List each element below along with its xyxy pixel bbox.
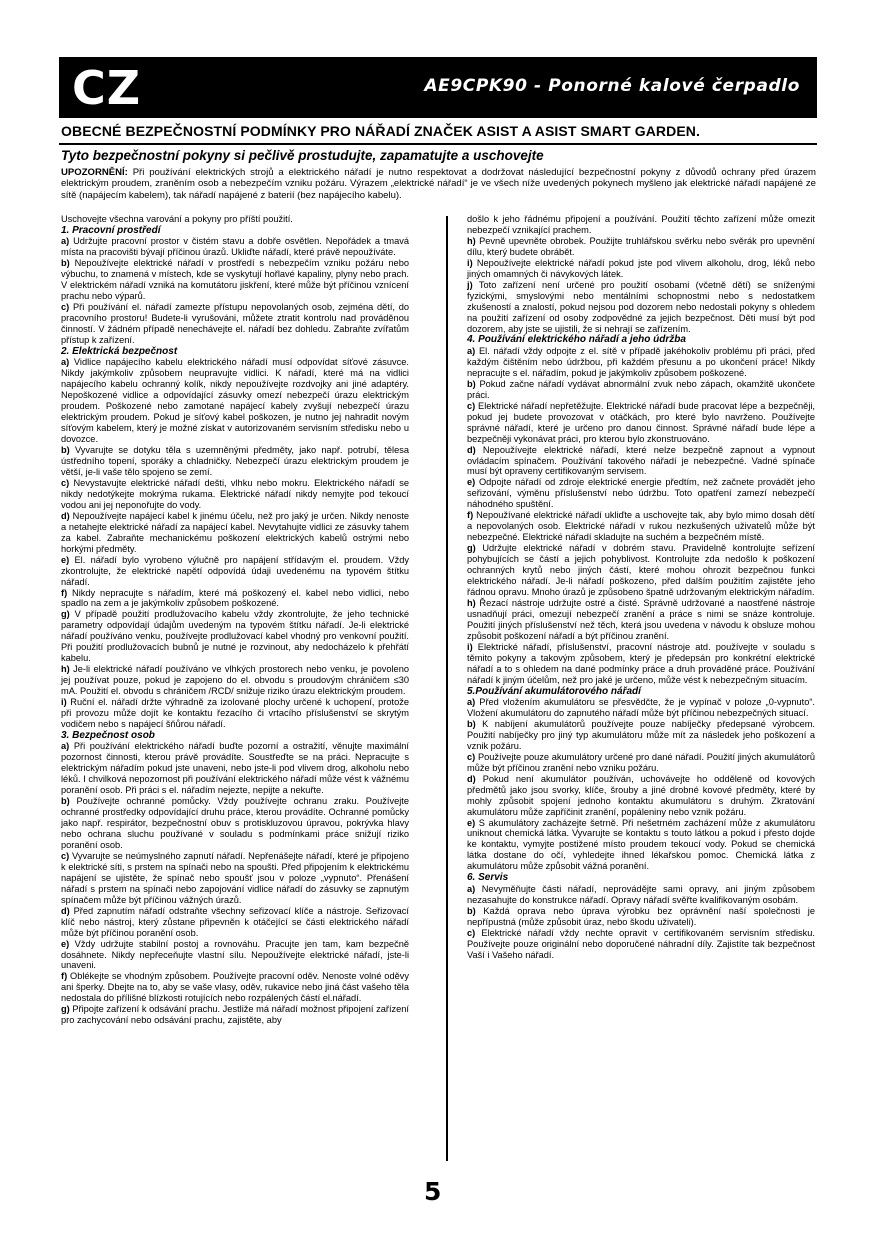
item-text: Nevystavujte elektrické nářadí dešti, vlhku nebo mokru. Elektrického nářadí se nikdy nedotýkejte mokrýma rukama. Elektrické nářadí nikdy nemyjte pod tekoucí vodou ani jej neponořujte do vody. xyxy=(61,477,409,510)
item-text: Je-li elektrické nářadí používáno ve vlhkých prostorech nebo venku, je povoleno jej používat pouze, pokud je zapojeno do el. obvodu s proudovým chráničem ≤30 mA. Použití el. obvodu s chráničem /RCD/ snižuje riziko úrazu elektrickým proudem. xyxy=(61,664,409,697)
left-column xyxy=(61,214,409,1026)
paragraph xyxy=(467,598,815,642)
item-label: a) xyxy=(61,236,70,247)
item-label: c) xyxy=(467,400,476,411)
paragraph xyxy=(61,588,409,610)
paragraph xyxy=(61,258,409,302)
intro-text: Uschovejte všechna varování a pokyny pro příští použití. xyxy=(61,214,293,224)
item-label: b) xyxy=(61,445,70,456)
warning-label: UPOZORNĚNÍ: xyxy=(61,167,128,178)
section-heading: 6. Servis xyxy=(467,872,509,884)
product-title: AE9CPK90 - Ponorné kalové čerpadlo xyxy=(424,76,800,96)
item-label: i) xyxy=(467,257,473,268)
item-text: Vždy udržujte stabilní postoj a rovnováhu. Pracujte jen tam, kam bezpečně dosáhnete. Nikdy nepřeceňujte vlastní sílu. Nepoužívejte elektrické nářadí, jste-li unaveni. xyxy=(61,938,409,971)
item-label: g) xyxy=(467,543,476,554)
paragraph xyxy=(467,258,815,280)
paragraph xyxy=(61,302,409,346)
item-label: a) xyxy=(467,697,476,708)
paragraph xyxy=(467,543,815,598)
item-text: Nepoužívejte elektrické nářadí pokud jste pod vlivem alkoholu, drog, léků nebo jiných omamných či návykových látek. xyxy=(467,257,815,279)
paragraph: došlo k jeho řádnému připojení a používání. Použití těchto zařízení může omezit nebezpečí vznikající prachem. xyxy=(467,214,815,235)
item-label: f) xyxy=(467,510,474,521)
item-label: b) xyxy=(467,718,476,729)
item-label: i) xyxy=(467,641,473,652)
paragraph xyxy=(61,236,409,258)
item-text: K nabíjení akumulátorů používejte pouze nabíječky předepsané výrobcem. Použití nabíječky pro jiný typ akumulátoru může mít za následek jeho poškození a vznik požáru. xyxy=(467,718,815,751)
item-label: e) xyxy=(467,477,476,488)
item-text: Ruční el. nářadí držte výhradně za izolované plochy určené k uchopení, protože při provozu může dojít ke kontaktu řezacího či vrtacího příslušenství se skrytým vodičem nebo s napájecí šňůrou nářadí. xyxy=(61,697,409,729)
item-text: Před vložením akumulátoru se přesvědčte, že je vypínač v poloze „0-vypnuto“. Vložení akumulátoru do zapnutého nářadí může být příčinou nebezpečných situací. xyxy=(467,697,815,718)
section-heading: 4. Používání elektrického nářadí a jeho údržba xyxy=(467,334,686,346)
item-label: d) xyxy=(61,905,70,916)
paragraph xyxy=(467,445,815,478)
paragraph xyxy=(467,477,815,510)
item-label: a) xyxy=(467,345,476,356)
item-text: Pokud není akumulátor používán, uchovávejte ho odděleně od kovových předmětů jako jsou svorky, klíče, šrouby a jiné drobné kovové předměty, které by mohly způsobit spojení jednoho kontaktu akumulátoru s druhým. Zkratování akumulátoru může zapříčinit zranění, popáleniny nebo vznik požáru. xyxy=(467,773,815,817)
item-text: S akumulátory zacházejte šetrně. Při nešetrném zacházení může z akumulátoru uniknout chemická látka. Vyvarujte se kontaktu s touto látkou a pokud i přesto dojde ke kontaktu, vymyjte postižené místo proudem tekoucí vody. Pokud se chemická látka dostane do očí, vyhledejte ihned lékařskou pomoc. Chemická látka z akumulátoru může způsobit vážná poranění. xyxy=(467,817,815,872)
item-text: Odpojte nářadí od zdroje elektrické energie předtím, než začnete provádět jeho seřizování, výměnu příslušenství nebo údržbu. Toto opatření zamezí nebezpečí náhodného spuštění. xyxy=(467,477,815,510)
item-text: El. nářadí bylo vyrobeno výlučně pro napájení střídavým el. proudem. Vždy zkontrolujte, že elektrické napětí odpovídá údaji uvedenému na typovém štítku nářadí. xyxy=(61,554,409,587)
item-text: Při používání elektrického nářadí buďte pozorní a ostražití, věnujte maximální pozornost činnosti, kterou právě provádíte. Soustřeďte se na práci. Nepracujte s elektrickým nářadím pokud jste unaveni, nebo jste-li pod vlivem drog, alkoholu nebo léků. I chvilková nepozornost při používání elektrického nářadí může vést k vážnému poranění osob. Při práci s el. nářadím nejezte, nepijte a nekuřte. xyxy=(61,741,409,796)
item-label: c) xyxy=(467,927,476,938)
paragraph xyxy=(61,609,409,664)
paragraph xyxy=(467,401,815,445)
item-label: d) xyxy=(61,510,70,521)
paragraph xyxy=(467,774,815,818)
paragraph xyxy=(61,851,409,906)
header-bar xyxy=(59,57,817,118)
item-label: c) xyxy=(467,751,476,762)
title-rule xyxy=(59,143,817,145)
section-heading: 5.Používání akumulátorového nářadí xyxy=(467,685,641,697)
item-label: h) xyxy=(467,235,476,246)
item-text: Řezací nástroje udržujte ostré a čisté. Správně udržované a naostřené nástroje usnadňují práci, omezují nebezpečí zranění a práce s nimi se snáze kontroluje. Použití jiných příslušenství než těch, která jsou uvedena v návodu k obsluze mohou způsobit poškození nářadí a být příčinou zranění. xyxy=(467,597,815,641)
paragraph xyxy=(467,510,815,543)
paragraph xyxy=(61,357,409,445)
item-text: Oblékejte se vhodným způsobem. Používejte pracovní oděv. Nenoste volné oděvy ani šperky. Dbejte na to, aby se vaše vlasy, oděv, rukavice nebo jiná část vašeho těla nedostala do přílišné blízkosti rotujících nebo rozpálených částí el.nářadí. xyxy=(61,971,409,1004)
item-label: e) xyxy=(61,938,70,949)
item-label: a) xyxy=(61,357,70,368)
paragraph xyxy=(61,511,409,555)
item-text: Nepoužívané elektrické nářadí ukliďte a uschovejte tak, aby bylo mimo dosah dětí a nepovolaných osob. Elektrické nářadí v rukou nezkušených uživatelů může být nebezpečné. Elektrické nářadí skladujte na suchém a bezpečném místě. xyxy=(467,510,815,543)
item-text: Nikdy nepracujte s nářadím, které má poškozený el. kabel nebo vidlici, nebo spadlo na zem a je jakýmkoliv způsobem poškozené. xyxy=(61,587,409,609)
paragraph xyxy=(61,796,409,851)
item-text: Připojte zařízení k odsávání prachu. Jestliže má nářadí možnost připojení zařízení pro zachycování nebo odsávání prachu, zajistěte, aby xyxy=(61,1004,409,1026)
page-number: 5 xyxy=(424,1177,442,1206)
item-text: Před zapnutím nářadí odstraňte všechny seřizovací klíče a nástroje. Seřizovací klíč nebo nástroj, který zůstane připevněn k otáčející se části elektrického nářadí může být příčinou poranění osob. xyxy=(61,905,409,938)
paragraph xyxy=(61,906,409,939)
language-code: CZ xyxy=(72,61,142,115)
item-label: c) xyxy=(61,302,70,313)
item-text: Vyvarujte se neúmyslného zapnutí nářadí. Nepřenášejte nářadí, které je připojeno k elektrické síti, s prstem na spínači nebo na spoušti. Před připojením k elektrickému napájení se ujistěte, že spínač nebo spoušť jsou v poloze „vypnuto“. Přenášení nářadí s prstem na spínači nebo zapojování vidlice nářadí do zásuvky se zapnutým spínačem může být příčinou vážných úrazů. xyxy=(61,850,409,905)
item-text: Nepoužívejte elektrické nářadí v prostředí s nebezpečím vzniku požáru nebo výbuchu, to znamená v místech, kde se vyskytují hořlavé kapaliny, plyny nebo prach. V elektrickém nářadí vzniká na komutátoru jiskření, které může být příčinou vznícení prachu nebo výparů. xyxy=(61,258,409,302)
paragraph xyxy=(467,379,815,401)
item-label: d) xyxy=(467,773,476,784)
item-text: Pevně upevněte obrobek. Použijte truhlářskou svěrku nebo svěrák pro upevnění dílu, který budete obrábět. xyxy=(467,235,815,257)
paragraph xyxy=(467,236,815,258)
item-label: b) xyxy=(467,905,476,916)
item-label: h) xyxy=(61,664,70,675)
paragraph xyxy=(467,697,815,719)
item-text: Používejte ochranné pomůcky. Vždy používejte ochranu zraku. Používejte ochranné prostředky odpovídající druhu práce, kterou provádíte. Ochranné pomůcky jako např. respirátor, bezpečnostní obuv s protiskluzovou úpravou, pokrývka hlavy nebo ochrana sluchu používané v souladu s podmínkami práce snižují riziko poranění osob. xyxy=(61,796,409,850)
item-label: b) xyxy=(61,258,70,269)
section-heading: 1. Pracovní prostředí xyxy=(61,224,161,236)
item-text: Každá oprava nebo úprava výrobku bez oprávnění naší společnosti je nepřípustná (může způsobit úraz, nebo škodu uživateli). xyxy=(467,905,815,927)
warning-paragraph xyxy=(61,167,816,201)
item-label: g) xyxy=(61,1004,70,1015)
paragraph xyxy=(467,752,815,774)
paragraph xyxy=(61,1004,409,1026)
paragraph xyxy=(467,719,815,752)
section-heading: 3. Bezpečnost osob xyxy=(61,729,155,741)
item-label: e) xyxy=(61,554,70,565)
document-title: OBECNÉ BEZPEČNOSTNÍ PODMÍNKY PRO NÁŘADÍ ZNAČEK ASIST A ASIST SMART GARDEN. xyxy=(61,123,700,139)
item-text: Pokud začne nářadí vydávat abnormální zvuk nebo zápach, okamžitě ukončete práci. xyxy=(467,378,815,400)
paragraph xyxy=(467,642,815,686)
warning-text: Při používání elektrických strojů a elektrického nářadí je nutno respektovat a dodržovat následující bezpečnostní pokyny z důvodů ochrany před úrazem elektrickým proudem, zraněním osob a nebezpečím vzniku požáru. Výrazem „elektrické nářadí“ je ve všech níže uvedených pokynech myšleno jak elektrické nářadí napájené ze sítě (napájecím kabelem), tak nářadí napájené z baterií (bez napájecího kabelu). xyxy=(61,167,816,201)
paragraph xyxy=(467,906,815,928)
item-label: a) xyxy=(61,741,70,752)
item-text: Nevyměňujte části nářadí, neprovádějte sami opravy, ani jiným způsobem nezasahujte do konstrukce nářadí. Opravy nářadí svěřte kvalifikovaným osobám. xyxy=(467,883,815,905)
paragraph xyxy=(61,664,409,697)
paragraph xyxy=(467,884,815,906)
item-text: Vidlice napájecího kabelu elektrického nářadí musí odpovídat síťové zásuvce. Nikdy jakýmkoliv způsobem neupravujte vidlici. K nářadí, které má na vidlici napájecího kabelu ochranný kolík, nikdy nepoužívejte rozdvojky ani jiné adaptéry. Nepoškozené vidlice a odpovídající zásuvky omezí nebezpečí úrazu elektrickým proudem. Poškozené nebo zamotané napájecí kabely zvyšují nebezpečí úrazu elektrickým proudem. Pokud je síťový kabel poškozen, je nutno jej nahradit novým síťovým kabelem, který je možné získat v autorizovaném servisním středisku nebo u dovozce. xyxy=(61,357,409,445)
paragraph xyxy=(61,478,409,511)
item-label: c) xyxy=(61,477,70,488)
item-label: f) xyxy=(61,971,68,982)
item-label: b) xyxy=(61,796,70,807)
item-text: Elektrické nářadí vždy nechte opravit v certifikovaném servisním středisku. Používejte pouze originální nebo doporučené náhradní díly. Zajistíte tak bezpečnost Vaší i Vašeho nářadí. xyxy=(467,927,815,960)
item-label: d) xyxy=(467,444,476,455)
paragraph xyxy=(61,741,409,796)
paragraph xyxy=(61,971,409,1004)
section-heading: 2. Elektrická bezpečnost xyxy=(61,345,178,357)
item-text: V případě použití prodlužovacího kabelu vždy zkontrolujte, že jeho technické parametry odpovídají údajům uvedeným na typovém štítku nářadí. Je-li elektrické nářadí používáno venku, používejte prodlužovací kabel vhodný pro venkovní použití. Při použití prodlužovacích bubnů je nutné je rozvinout, aby nedocházelo k přehřátí kabelu. xyxy=(61,609,409,664)
paragraph xyxy=(467,928,815,961)
item-label: c) xyxy=(61,850,70,861)
item-text: Vyvarujte se dotyku těla s uzemněnými předměty, jako např. potrubí, tělesa ústředního topení, sporáky a chladničky. Nebezpečí úrazu elektrickým proudem je větší, je-li vaše tělo spojeno se zemí. xyxy=(61,445,409,478)
item-text: Udržujte elektrické nářadí v dobrém stavu. Pravidelně kontrolujte seřízení pohybujících se částí a jejich pohyblivost. Kontrolujte zda nedošlo k poškození ochranných krytů nebo jiných částí, které mohou ohrozit bezpečnou funkci elektrického nářadí. Je-li nářadí poškozeno, před dalším použitím zajistěte jeho řádnou opravu. Mnoho úrazů je způsobeno špatně udržovaným elektrickým nářadím. xyxy=(467,543,815,597)
item-text: Udržujte pracovní prostor v čistém stavu a dobře osvětlen. Nepořádek a tmavá místa na pracovišti bývají příčinou úrazů. Ukliďte nářadí, které právě nepoužíváte. xyxy=(61,236,409,258)
paragraph xyxy=(61,697,409,730)
item-text: Nepoužívejte napájecí kabel k jinému účelu, než pro jaký je určen. Nikdy nenoste a netahejte elektrické nářadí za napájecí kabel. Nevytahujte vidlici ze zásuvky tahem za kabel. Zabraňte mechanickému poškození elektrických kabelů ostrými nebo horkými předměty. xyxy=(61,510,409,554)
item-label: e) xyxy=(467,817,476,828)
paragraph xyxy=(61,555,409,588)
subtitle: Tyto bezpečnostní pokyny si pečlivě prostudujte, zapamatujte a uschovejte xyxy=(61,148,544,163)
paragraph xyxy=(467,818,815,873)
item-label: i) xyxy=(61,697,67,708)
item-text: Elektrické nářadí nepřetěžujte. Elektrické nářadí bude pracovat lépe a bezpečněji, pokud jej budete provozovat v otáčkách, pro které bylo navrženo. Používejte správné nářadí, které je určeno pro danou činnost. Správné nářadí bude lépe a bezpečněji vykonávat práci, pro kterou bylo zkonstruováno. xyxy=(467,400,815,444)
right-column xyxy=(467,214,815,960)
item-label: j) xyxy=(467,279,473,290)
item-label: h) xyxy=(467,597,476,608)
item-text: El. nářadí vždy odpojte z el. sítě v případě jakéhokoliv problému při práci, před každým čištěním nebo údržbou, při každém přesunu a po ukončení práce! Nikdy nepracujte s el. nářadím, pokud je jakýmkoliv způsobem poškozené. xyxy=(467,345,815,378)
item-text: Nepoužívejte elektrické nářadí, které nelze bezpečně zapnout a vypnout ovládacím spínačem. Používání takového nářadí je nebezpečné. Vadné spínače musí být opraveny certifikovaným servisem. xyxy=(467,444,815,477)
paragraph xyxy=(467,346,815,379)
column-divider xyxy=(446,216,448,1161)
item-text: Při používání el. nářadí zamezte přístupu nepovolaných osob, zejména dětí, do pracovního prostoru! Budete-li vyrušováni, můžete ztratit kontrolu nad prováděnou činností. V žádném případě nenechávejte el. nářadí bez dohledu. Zabraňte zvířatům přístup k zařízení. xyxy=(61,302,409,346)
item-label: f) xyxy=(61,587,68,598)
item-text: Elektrické nářadí, příslušenství, pracovní nástroje atd. používejte v souladu s těmito pokyny a takovým způsobem, který je předepsán pro konkrétní elektrické nářadí a to s ohledem na dané podmínky práce a druh prováděné práce. Používání nářadí k jiným účelům, než pro jaké je určeno, může vést k nebezpečným situacím. xyxy=(467,641,815,685)
item-text: Používejte pouze akumulátory určené pro dané nářadí. Použití jiných akumulátorů může být příčinou zranění nebo vzniku požáru. xyxy=(467,751,815,773)
item-text: Toto zařízení není určené pro použití osobami (včetně dětí) se sníženými fyzickými, smyslovými nebo mentálními schopnostmi nebo s nedostatkem zkušeností a znalostí, pokud nejsou pod dozorem nebo nedostali pokyny s ohledem na použití zařízení od osoby zodpovědné za jejich bezpečnost. Děti musí být pod dozorem, aby jste se ujistili, že si nehrají se zařízením. xyxy=(467,279,815,334)
paragraph xyxy=(61,939,409,972)
paragraph xyxy=(467,280,815,335)
item-label: b) xyxy=(467,378,476,389)
paragraph xyxy=(61,445,409,478)
item-label: g) xyxy=(61,609,70,620)
item-label: a) xyxy=(467,883,476,894)
